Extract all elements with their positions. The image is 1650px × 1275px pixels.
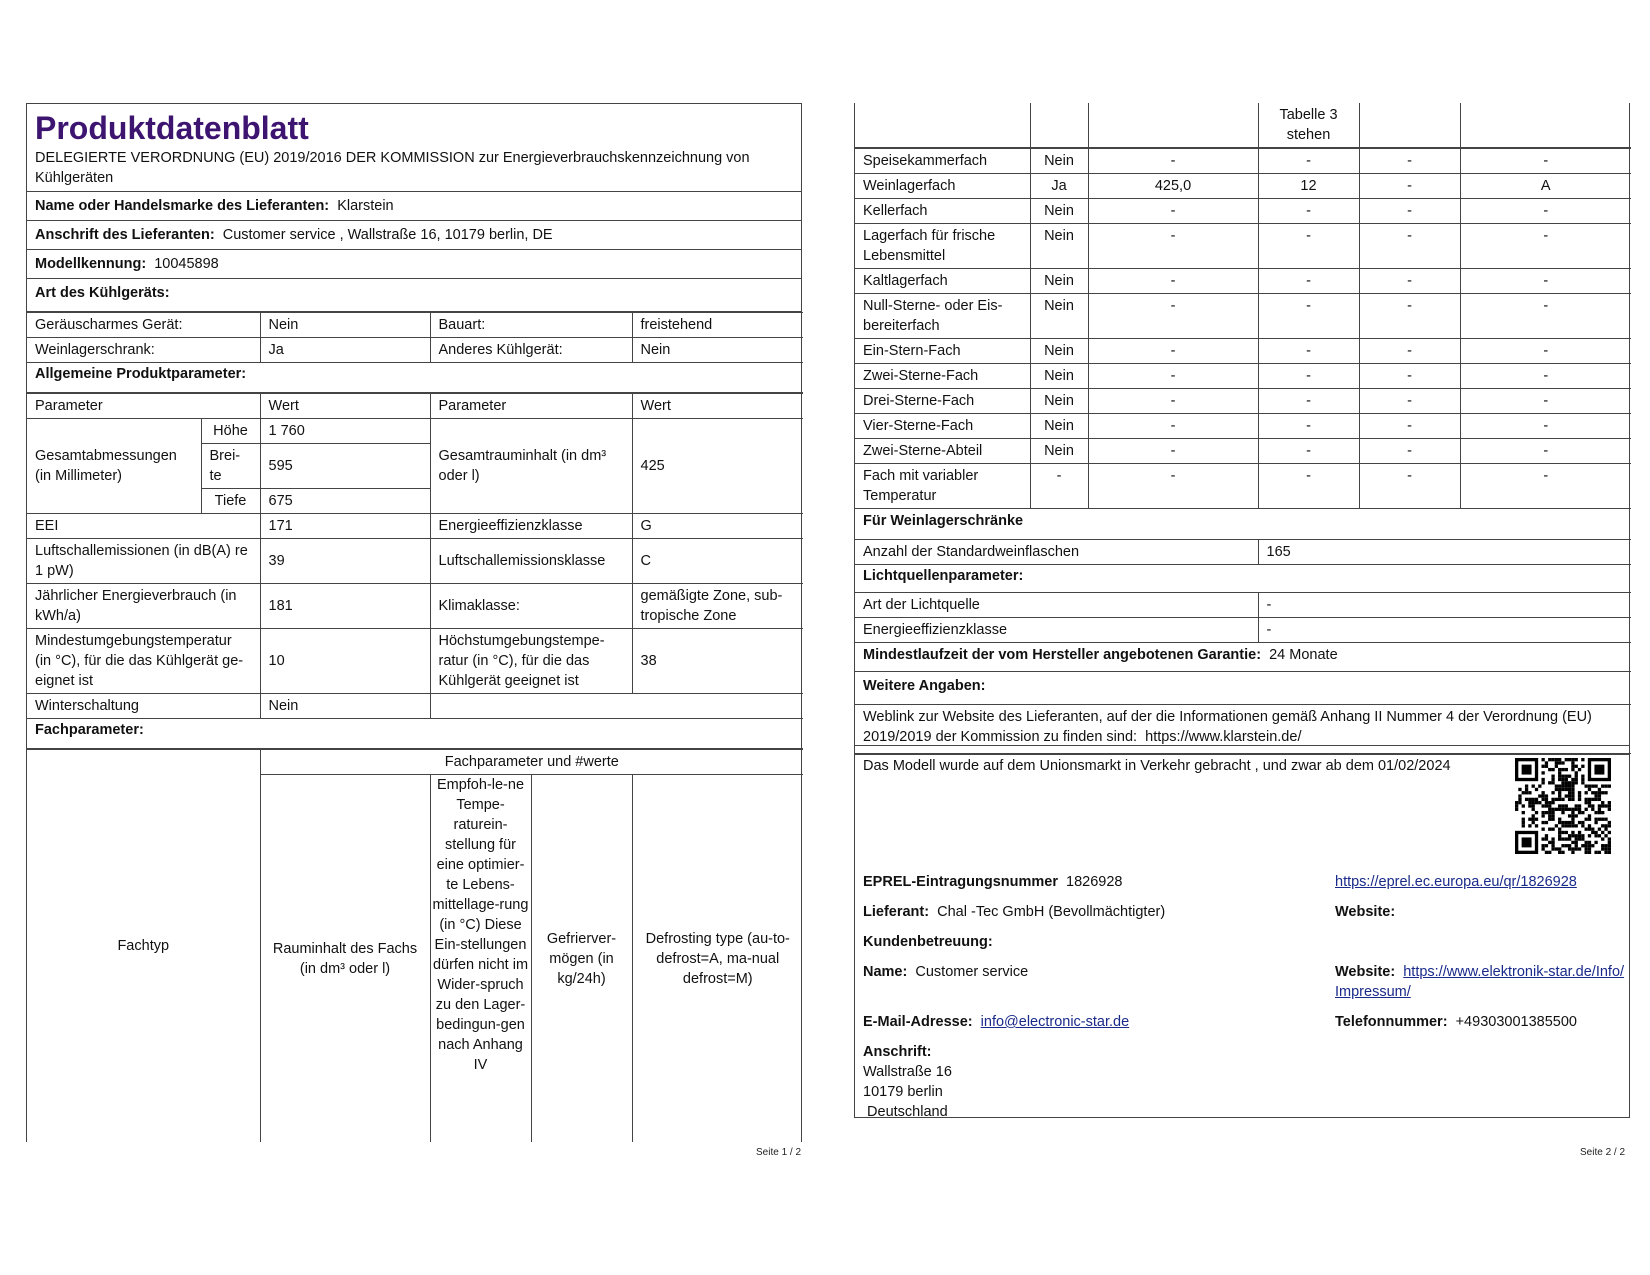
compartment-value: A (1460, 174, 1631, 199)
compartment-row (855, 464, 1631, 509)
col-volume: Rauminhalt des Fachs (in dm³ oder l) (260, 775, 430, 1143)
warranty-label: Mindestlaufzeit der vom Hersteller angebotenen Garantie: (863, 647, 1262, 663)
lieferant-value: Chal -Tec GmbH (Bevollmächtigter) (937, 904, 1166, 920)
compartment-value: - (1460, 464, 1631, 509)
compartment-value: - (1359, 294, 1460, 339)
param-name: Winterschaltung (27, 694, 260, 719)
wine-label: Anzahl der Standardweinflaschen (855, 540, 1258, 565)
param-value: 10 (260, 629, 430, 694)
continuation-note: Tabelle 3 stehen (1258, 103, 1359, 148)
compartment-name: Kellerfach (855, 199, 1030, 224)
compartment-value: - (1359, 149, 1460, 174)
compartment-value: - (1088, 199, 1258, 224)
type-row (27, 313, 803, 338)
light-heading: Lichtquellenparameter: (855, 565, 1631, 593)
compartment-value: Nein (1030, 439, 1088, 464)
compartment-value: - (1359, 364, 1460, 389)
supplier-label: Name oder Handelsmarke des Lieferanten: (35, 198, 330, 214)
compartment-value: - (1088, 149, 1258, 174)
compartment-value: 425,0 (1088, 174, 1258, 199)
type-row (27, 338, 803, 363)
compartment-row (855, 174, 1631, 199)
wine-value: 165 (1258, 540, 1631, 565)
compartment-value: - (1359, 389, 1460, 414)
param-value: Nein (260, 694, 430, 719)
compartment-value: - (1359, 439, 1460, 464)
empty-cell (1460, 103, 1631, 148)
wine-heading: Für Weinlagerschränke (855, 509, 1631, 540)
wine-table (855, 509, 1631, 754)
fach-header-table (27, 749, 803, 1142)
email-link[interactable]: info@electronic-star.de (980, 1014, 1130, 1030)
column-header: Parameter (27, 394, 260, 419)
page-2 (854, 103, 1630, 1158)
dimension-name: Höhe (201, 419, 260, 444)
page-1-frame (26, 103, 802, 1142)
compartment-name: Ein-Stern-Fach (855, 339, 1030, 364)
compartment-value: - (1359, 414, 1460, 439)
compartment-row (855, 339, 1631, 364)
fach-heading: Fachparameter: (27, 719, 803, 749)
empty-cell (855, 103, 1030, 148)
compartment-name: Vier-Sterne-Fach (855, 414, 1030, 439)
param-value: gemäßigte Zone, sub-tropische Zone (632, 584, 803, 629)
website-label: Website: (1335, 904, 1396, 920)
website2-link[interactable]: https://www.elektronik-star.de/Info/Impressum/ (1335, 964, 1625, 1000)
compartment-value: - (1460, 439, 1631, 464)
model-value: 10045898 (154, 256, 219, 272)
compartment-value: - (1460, 364, 1631, 389)
compartment-row (855, 269, 1631, 294)
compartment-value: Nein (1030, 224, 1088, 269)
page-number: Seite 2 / 2 (1580, 1147, 1626, 1158)
param-value: 171 (260, 514, 430, 539)
param-name: EEI (27, 514, 260, 539)
page-2-frame (854, 103, 1630, 755)
col-defrost: Defrosting type (au-to-defrost=A, ma-nual defrost=M) (632, 775, 803, 1143)
general-heading: Allgemeine Produktparameter: (27, 363, 803, 393)
volume-label: Gesamtrauminhalt (in dm³ oder l) (430, 419, 632, 514)
compartment-row (855, 224, 1631, 269)
compartment-name: Zwei-Sterne-Fach (855, 364, 1030, 389)
compartment-value: - (1088, 224, 1258, 269)
compartment-name: Kaltlagerfach (855, 269, 1030, 294)
param-value: C (632, 539, 803, 584)
compartment-value: - (1030, 464, 1088, 509)
info-box (854, 745, 1630, 1118)
qr-code-icon (1515, 758, 1611, 854)
type-heading: Art des Kühlgeräts: (27, 279, 801, 312)
compartment-value: - (1088, 439, 1258, 464)
compartment-value: 12 (1258, 174, 1359, 199)
dimension-name: Brei-te (201, 444, 260, 489)
compartment-value: - (1359, 339, 1460, 364)
anschrift-line: Wallstraße 16 (863, 1064, 952, 1080)
volume-value: 425 (632, 419, 803, 514)
type-cell: freistehend (632, 313, 803, 338)
further-heading: Weitere Angaben: (855, 672, 1631, 705)
column-header: Wert (260, 394, 430, 419)
param-name: Luftschallemissionen (in dB(A) re 1 pW) (27, 539, 260, 584)
email-label: E-Mail-Adresse: (863, 1014, 973, 1030)
dimension-value: 595 (260, 444, 430, 489)
weblink-text: Weblink zur Website des Lieferanten, auf der die Informationen gemäß Anhang II Nummer 4 der Verordnung (EU) 2019/2019 der Kommission zu finden sind: (863, 709, 1592, 745)
compartment-value: - (1088, 294, 1258, 339)
header-table (27, 104, 801, 312)
document-title: Produktdatenblatt (35, 110, 309, 146)
general-row (27, 514, 803, 539)
compartment-value: - (1258, 199, 1359, 224)
name-label: Name: (863, 964, 908, 980)
compartment-name: Weinlagerfach (855, 174, 1030, 199)
weblink-url[interactable]: https://www.klarstein.de/ (1145, 729, 1302, 745)
name-value: Customer service (915, 964, 1029, 980)
type-cell: Geräuscharmes Gerät: (27, 313, 260, 338)
compartment-value: - (1359, 464, 1460, 509)
col-freezing: Gefrierver-mögen (in kg/24h) (531, 775, 632, 1143)
empty-cell (430, 694, 803, 719)
compartment-name: Speisekammerfach (855, 149, 1030, 174)
column-header: Wert (632, 394, 803, 419)
light-value: - (1258, 618, 1631, 643)
light-row (855, 593, 1631, 618)
compartment-value: - (1460, 269, 1631, 294)
param-name: Luftschallemissionsklasse (430, 539, 632, 584)
light-row (855, 618, 1631, 643)
wine-row (855, 540, 1631, 565)
eprel-value: 1826928 (1066, 874, 1123, 890)
general-row (27, 694, 803, 719)
compartment-value: - (1359, 224, 1460, 269)
general-header-row (27, 394, 803, 419)
model-label: Modellkennung: (35, 256, 147, 272)
column-header: Parameter (430, 394, 632, 419)
dimension-value: 1 760 (260, 419, 430, 444)
compartment-name: Drei-Sterne-Fach (855, 389, 1030, 414)
general-row (27, 584, 803, 629)
compartment-value: - (1088, 364, 1258, 389)
compartment-value: - (1460, 149, 1631, 174)
compartment-value: - (1359, 199, 1460, 224)
compartment-value: Nein (1030, 149, 1088, 174)
compartment-value: - (1258, 269, 1359, 294)
compartment-value: - (1258, 224, 1359, 269)
compartment-value: - (1460, 339, 1631, 364)
compartment-name: Lagerfach für frische Lebensmittel (855, 224, 1030, 269)
light-value: - (1258, 593, 1631, 618)
compartment-value: - (1359, 269, 1460, 294)
regulation-text: DELEGIERTE VERORDNUNG (EU) 2019/2016 DER KOMMISSION zur Energieverbrauchskennzeichnung von Kühlgeräten (35, 150, 750, 186)
tel-label: Telefonnummer: (1335, 1014, 1448, 1030)
param-name: Klimaklasse: (430, 584, 632, 629)
compartment-value: - (1258, 464, 1359, 509)
compartment-value: - (1088, 414, 1258, 439)
website2-label: Website: (1335, 964, 1396, 980)
compartment-value: - (1258, 439, 1359, 464)
general-row (27, 629, 803, 694)
dimension-value: 675 (260, 489, 430, 514)
param-value: G (632, 514, 803, 539)
compartment-value: - (1088, 389, 1258, 414)
compartment-row (855, 439, 1631, 464)
anschrift-line: Deutschland (863, 1104, 948, 1120)
col-fachtyp: Fachtyp (27, 750, 260, 1143)
light-label: Art der Lichtquelle (855, 593, 1258, 618)
type-cell: Nein (260, 313, 430, 338)
compartment-row (855, 294, 1631, 339)
type-cell: Weinlagerschrank: (27, 338, 260, 363)
compartment-value: - (1460, 199, 1631, 224)
empty-cell (1030, 103, 1088, 148)
compartment-value: - (1460, 294, 1631, 339)
light-label: Energieeffizienzklasse (855, 618, 1258, 643)
compartment-value: - (1460, 224, 1631, 269)
compartment-name: Fach mit variabler Temperatur (855, 464, 1030, 509)
compartment-value: - (1460, 414, 1631, 439)
param-name: Energieeffizienzklasse (430, 514, 632, 539)
compartment-value: - (1258, 149, 1359, 174)
empty-cell (1088, 103, 1258, 148)
page-number: Seite 1 / 2 (756, 1147, 802, 1158)
dimension-name: Tiefe (201, 489, 260, 514)
type-cell: Nein (632, 338, 803, 363)
supplier-value: Klarstein (337, 198, 394, 214)
param-name: Jährlicher Energieverbrauch (in kWh/a) (27, 584, 260, 629)
general-table (27, 393, 803, 749)
compartment-rows (855, 148, 1631, 509)
compartment-row (855, 389, 1631, 414)
compartment-name: Zwei-Sterne-Abteil (855, 439, 1030, 464)
type-table (27, 312, 803, 393)
compartment-value: - (1088, 464, 1258, 509)
dimensions-label: Gesamtabmessungen (in Millimeter) (27, 419, 201, 514)
param-name: Höchstumgebungstempe-ratur (in °C), für die das Kühlgerät geeignet ist (430, 629, 632, 694)
type-cell: Ja (260, 338, 430, 363)
general-row (27, 539, 803, 584)
compartment-value: - (1258, 364, 1359, 389)
anschrift-label: Anschrift: (863, 1044, 932, 1060)
empty-cell (1359, 103, 1460, 148)
compartment-value: Ja (1030, 174, 1088, 199)
param-value: 181 (260, 584, 430, 629)
compartment-value: - (1088, 339, 1258, 364)
anschrift-line: 10179 berlin (863, 1084, 943, 1100)
compartment-value: - (1258, 294, 1359, 339)
compartment-row (855, 199, 1631, 224)
compartment-value: Nein (1030, 294, 1088, 339)
compartment-value: Nein (1030, 339, 1088, 364)
col-temperature: Empfoh-le-ne Tempe-raturein-stellung für eine optimier-te Lebens-mittellage-rung (in °C) Diese Ein-stellungen dürfen nicht im Wider-spruch zu den Lager-bedingun-gen nach Anhang IV (430, 775, 531, 1143)
compartment-value: Nein (1030, 414, 1088, 439)
warranty-value: 24 Monate (1269, 647, 1338, 663)
compartment-value: Nein (1030, 199, 1088, 224)
compartment-table (855, 103, 1631, 148)
compartment-value: - (1258, 414, 1359, 439)
compartment-value: Nein (1030, 364, 1088, 389)
lieferant-label: Lieferant: (863, 904, 930, 920)
compartment-value: Nein (1030, 269, 1088, 294)
tel-value: +49303001385500 (1455, 1014, 1577, 1030)
eprel-link[interactable]: https://eprel.ec.europa.eu/qr/1826928 (1335, 874, 1577, 890)
compartment-name: Null-Sterne- oder Eis-bereiterfach (855, 294, 1030, 339)
compartment-row (855, 364, 1631, 389)
kundenbetreuung-label: Kundenbetreuung: (863, 934, 993, 950)
type-cell: Bauart: (430, 313, 632, 338)
market-text: Das Modell wurde auf dem Unionsmarkt in Verkehr gebracht , und zwar ab dem 01/02/2024 (863, 758, 1451, 774)
eprel-label: EPREL-Eintragungsnummer (863, 874, 1058, 890)
compartment-value: - (1088, 269, 1258, 294)
compartment-row (855, 149, 1631, 174)
type-cell: Anderes Kühlgerät: (430, 338, 632, 363)
compartment-value: - (1460, 389, 1631, 414)
param-value: 38 (632, 629, 803, 694)
compartment-value: - (1359, 174, 1460, 199)
compartment-row (855, 414, 1631, 439)
compartment-value: - (1258, 389, 1359, 414)
param-value: 39 (260, 539, 430, 584)
address-label: Anschrift des Lieferanten: (35, 227, 215, 243)
fach-group-header: Fachparameter und #werte (260, 750, 803, 775)
compartment-value: - (1258, 339, 1359, 364)
address-value: Customer service , Wallstraße 16, 10179 berlin, DE (222, 227, 553, 243)
page-1 (26, 103, 802, 1158)
compartment-value: Nein (1030, 389, 1088, 414)
param-name: Mindestumgebungstemperatur (in °C), für die das Kühlgerät ge-eignet ist (27, 629, 260, 694)
